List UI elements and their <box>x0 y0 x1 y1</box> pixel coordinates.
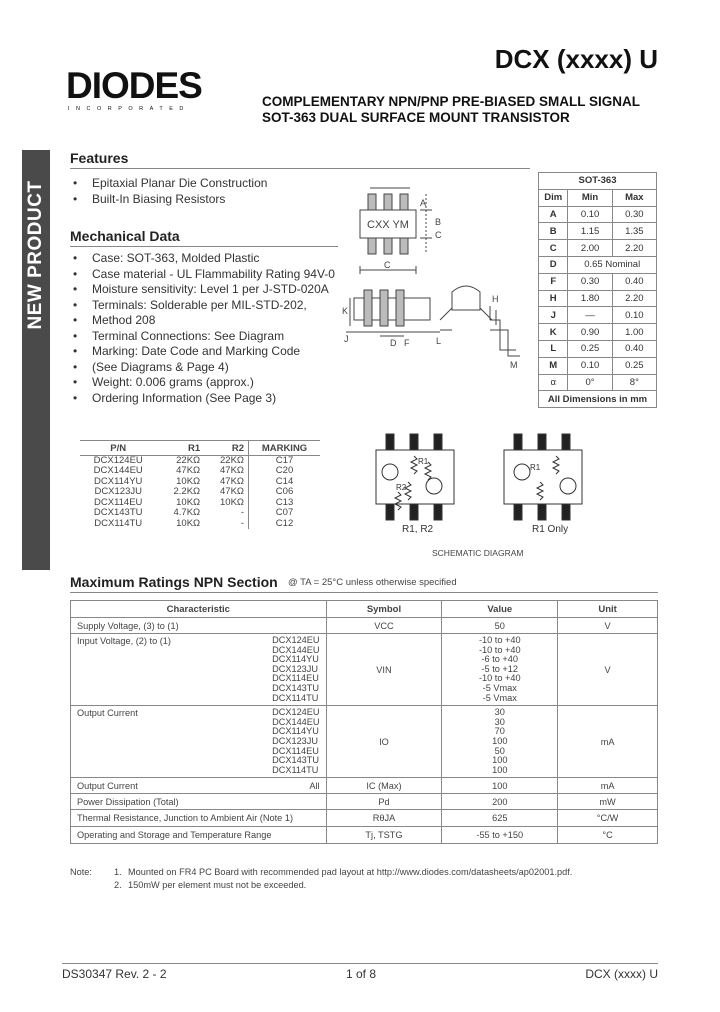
dim-label-b: B <box>435 217 442 227</box>
pn-header: P/N <box>80 441 156 456</box>
ratings-header: Symbol <box>326 601 442 618</box>
pn-header: R2 <box>204 441 248 456</box>
ratings-header: Value <box>442 601 558 618</box>
table-row: DCX114YU 10KΩ 47KΩ C14 <box>80 477 320 488</box>
dimension-table <box>538 172 657 408</box>
dim-row: D 0.65 Nominal <box>539 256 657 273</box>
table-row: Thermal Resistance, Junction to Ambient Air (Note 1) RθJA 625 °C/W <box>71 810 658 827</box>
dim-table-title: SOT-363 <box>539 173 657 190</box>
mechanical-item: • Weight: 0.006 grams (approx.) <box>70 375 335 391</box>
footer-page-number: 1 of 8 <box>346 967 377 981</box>
table-row: DCX114EU 10KΩ 10KΩ C13 <box>80 498 320 509</box>
mechanical-item-cont: • (See Diagrams & Page 4) <box>70 360 335 376</box>
dim-row: M 0.10 0.25 <box>539 357 657 374</box>
dim-row: B 1.15 1.35 <box>539 223 657 240</box>
part-title: DCX (xxxx) U <box>494 44 658 74</box>
package-marking: CXX YM <box>367 219 409 231</box>
schematic-label-right: R1 Only <box>532 524 569 535</box>
dim-label-m: M <box>510 360 518 370</box>
dim-row: α 0° 8° <box>539 374 657 391</box>
ratings-rule <box>70 592 658 593</box>
dim-label-c-side: C <box>435 230 442 240</box>
logo-text: DIODES <box>66 65 202 106</box>
dim-label-l: L <box>436 336 442 346</box>
mechanical-item: • Moisture sensitivity: Level 1 per J-STD-020A <box>70 282 335 298</box>
dim-header: Dim <box>539 189 568 206</box>
mechanical-item: • Case: SOT-363, Molded Plastic <box>70 251 335 267</box>
subtitle-line-1: COMPLEMENTARY NPN/PNP PRE-BIASED SMALL SIGNAL <box>262 94 641 109</box>
dim-label-c: C <box>384 260 391 270</box>
mechanical-item: • Terminals: Solderable per MIL-STD-202, <box>70 298 335 314</box>
dim-row: L 0.25 0.40 <box>539 340 657 357</box>
table-row: Output Current DCX124EU DCX144EU DCX114YU DCX123JU DCX114EU DCX143TU DCX114TU IO 30 30 70 100 50 100 100 mA <box>71 706 658 778</box>
features-rule <box>70 168 530 169</box>
schematic-r1-label: R1 <box>418 457 429 466</box>
dim-row: J — 0.10 <box>539 307 657 324</box>
features-list <box>70 176 267 207</box>
footer-rule <box>62 963 658 964</box>
mechanical-item-cont: • Method 208 <box>70 313 335 329</box>
ratings-header: Unit <box>558 601 658 618</box>
mechanical-item: • Terminal Connections: See Diagram <box>70 329 335 345</box>
mechanical-item: • Ordering Information (See Page 3) <box>70 391 335 407</box>
schematic-caption: SCHEMATIC DIAGRAM <box>432 548 524 558</box>
dim-header: Max <box>612 189 656 206</box>
dim-row: A 0.10 0.30 <box>539 206 657 223</box>
sidebar-text: NEW PRODUCT <box>25 180 46 330</box>
schematic-r1-label-right: R1 <box>530 463 541 472</box>
dim-row: K 0.90 1.00 <box>539 324 657 341</box>
ratings-title: Maximum Ratings NPN Section <box>70 574 278 590</box>
dim-label-k: K <box>342 306 349 316</box>
schematic-r2-label: R2 <box>396 483 407 492</box>
features-title: Features <box>70 150 129 166</box>
table-row: Supply Voltage, (3) to (1) VCC 50 V <box>71 618 658 634</box>
table-row: Power Dissipation (Total) Pd 200 mW <box>71 794 658 810</box>
table-row: Input Voltage, (2) to (1) DCX124EU DCX144EU DCX114YU DCX123JU DCX114EU DCX143TU DCX114TU VIN -10 to +40 -10 to +40 -6 to +40 -5 to +12 -10 to +40 -5 Vmax -5 Vmax V <box>71 634 658 706</box>
notes: Note: 1. Mounted on FR4 PC Board with recommended pad layout at http://www.diodes.com/datasheets/ap02001.pdf. 2. 150mW per element must not be exceeded. <box>70 867 573 890</box>
table-row: Output Current All IC (Max) 100 mA <box>71 778 658 794</box>
dim-label-j: J <box>344 334 349 344</box>
footer-part-name: DCX (xxxx) U <box>585 967 658 981</box>
dim-label-d: D <box>390 338 397 348</box>
mechanical-list <box>70 251 335 406</box>
package-outline-drawing <box>340 180 530 380</box>
dim-row: H 1.80 2.20 <box>539 290 657 307</box>
subtitle <box>262 94 640 126</box>
pn-header: R1 <box>156 441 204 456</box>
notes-label: Note: <box>70 867 92 877</box>
note-item: 150mW per element must not be exceeded. <box>128 880 307 890</box>
note-item: Mounted on FR4 PC Board with recommended pad layout at http://www.diodes.com/datasheets/ap02001.pdf. <box>128 867 573 877</box>
dim-header: Min <box>568 189 612 206</box>
new-product-sidebar <box>22 150 50 570</box>
ratings-header: Characteristic <box>71 601 327 618</box>
mechanical-item: • Marking: Date Code and Marking Code <box>70 344 335 360</box>
table-row: DCX144EU 47KΩ 47KΩ C20 <box>80 466 320 477</box>
ratings-condition: @ TA = 25°C unless otherwise specified <box>288 577 457 588</box>
table-row: Operating and Storage and Temperature Range Tj, TSTG -55 to +150 °C <box>71 827 658 844</box>
dim-label-a: A <box>420 198 427 208</box>
dim-row: C 2.00 2.20 <box>539 240 657 257</box>
mechanical-item: • Case material - UL Flammability Rating 94V-0 <box>70 267 335 283</box>
schematic-diagram <box>372 432 592 546</box>
features-item: • Epitaxial Planar Die Construction <box>70 176 267 192</box>
table-row: DCX124EU 22KΩ 22KΩ C17 <box>80 456 320 467</box>
dim-table-footer: All Dimensions in mm <box>539 391 657 408</box>
part-number-table <box>80 440 320 529</box>
table-row: DCX123JU 2.2KΩ 47KΩ C06 <box>80 487 320 498</box>
subtitle-line-2: SOT-363 DUAL SURFACE MOUNT TRANSISTOR <box>262 110 570 125</box>
table-row: DCX143TU 4.7KΩ - C07 <box>80 508 320 519</box>
footer-doc-number: DS30347 Rev. 2 - 2 <box>62 967 167 981</box>
logo-subtext: INCORPORATED <box>68 106 190 112</box>
pn-header: MARKING <box>249 441 320 456</box>
schematic-label-left: R1, R2 <box>402 524 434 535</box>
max-ratings-table <box>70 600 658 844</box>
mechanical-title: Mechanical Data <box>70 228 180 244</box>
package-end-view <box>452 286 480 310</box>
dim-label-h: H <box>492 294 499 304</box>
dim-label-f: F <box>404 338 410 348</box>
diodes-logo <box>66 65 238 114</box>
dim-row: F 0.30 0.40 <box>539 273 657 290</box>
mechanical-rule <box>70 246 338 247</box>
features-item: • Built-In Biasing Resistors <box>70 192 267 208</box>
schematic-left-package <box>376 450 454 504</box>
table-row: DCX114TU 10KΩ - C12 <box>80 519 320 530</box>
